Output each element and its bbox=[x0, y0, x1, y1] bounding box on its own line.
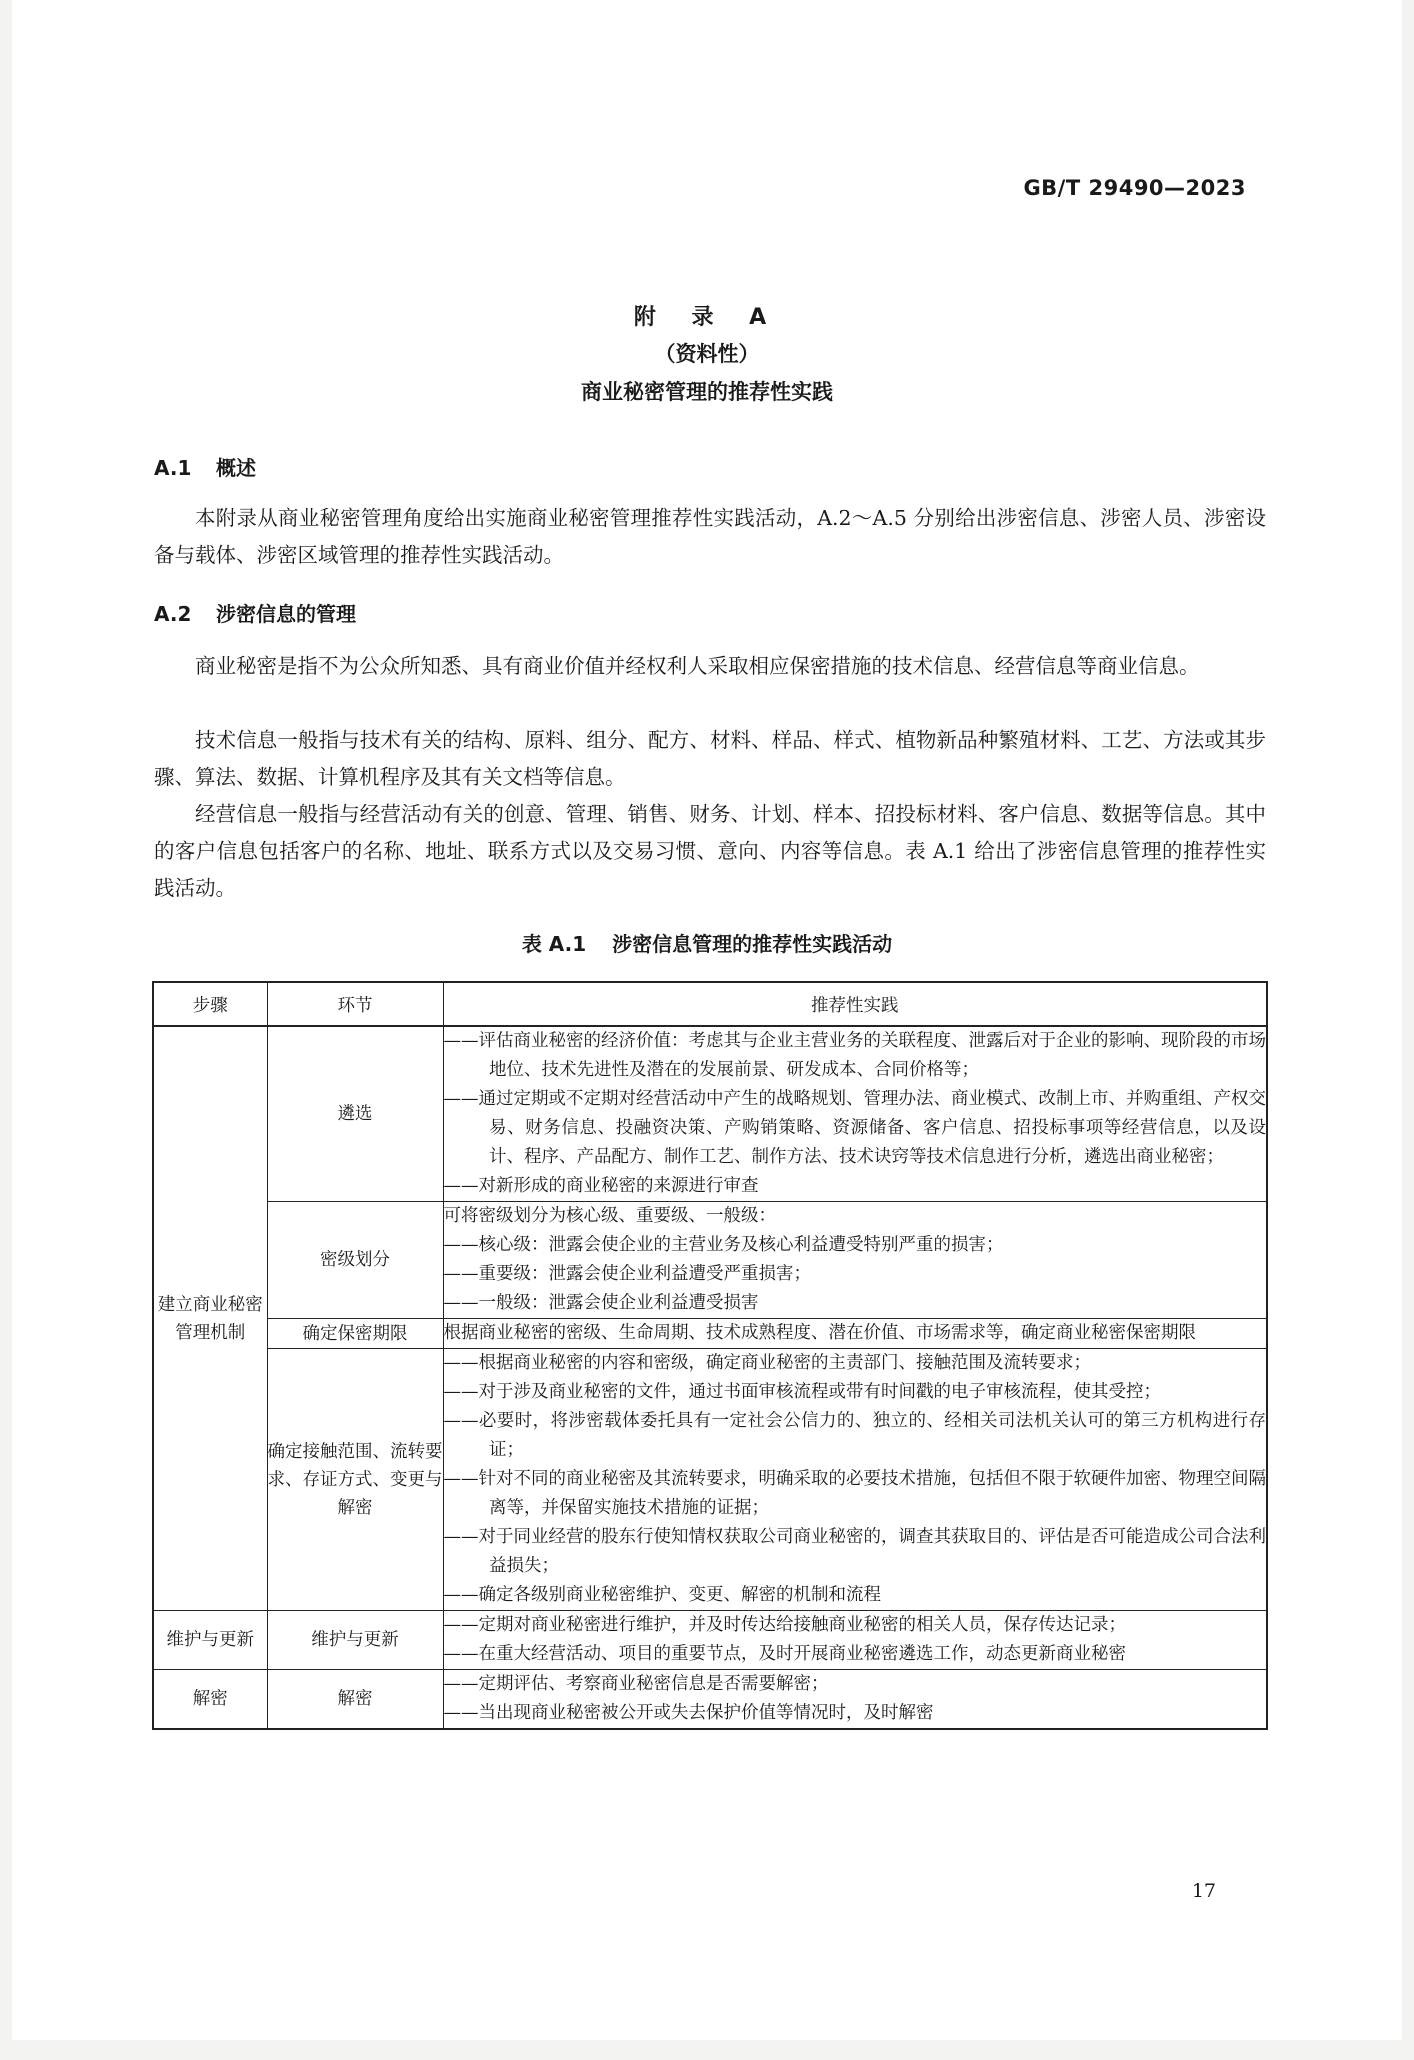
practice-item: ——当出现商业秘密被公开或失去保护价值等情况时，及时解密 bbox=[443, 1703, 934, 1723]
practice-item: ——针对不同的商业秘密及其流转要求，明确采取的必要技术措施，包括但不限于软硬件加密、物理空间隔离等，并保留实施技术措施的证据； bbox=[443, 1469, 1266, 1518]
practice-item: ——核心级：泄露会使企业的主营业务及核心利益遭受特别严重的损害； bbox=[443, 1235, 1004, 1255]
section-number: A.1 bbox=[154, 456, 192, 480]
table-row bbox=[153, 1202, 1267, 1319]
table-title: 涉密信息管理的推荐性实践活动 bbox=[612, 932, 893, 956]
section-title: 概述 bbox=[216, 456, 256, 480]
practice-item: ——对于涉及商业秘密的文件，通过书面审核流程或带有时间戳的电子审核流程，使其受控； bbox=[443, 1382, 1161, 1402]
column-header: 环节 bbox=[267, 982, 443, 1026]
stage-cell: 密级划分 bbox=[267, 1202, 443, 1319]
practice-cell bbox=[443, 1349, 1267, 1611]
annex-number: 附 录 A bbox=[633, 305, 781, 330]
practice-item: ——在重大经营活动、项目的重要节点，及时开展商业秘密遴选工作，动态更新商业秘密 bbox=[443, 1644, 1126, 1664]
practice-item: ——定期对商业秘密进行维护，并及时传达给接触商业秘密的相关人员，保存传达记录； bbox=[443, 1615, 1126, 1635]
stage-cell: 遴选 bbox=[267, 1026, 443, 1202]
practice-item: ——通过定期或不定期对经营活动中产生的战略规划、管理办法、商业模式、改制上市、并购重组、产权交易、财务信息、投融资决策、产购销策略、资源储备、客户信息、招投标事项等经营信息，以及设计、程序、产品配方、制作工艺、制作方法、技术诀窍等技术信息进行分析，遴选出商业秘密； bbox=[443, 1089, 1266, 1167]
practice-cell bbox=[443, 1611, 1267, 1670]
practice-cell bbox=[443, 1202, 1267, 1319]
practice-item: ——重要级：泄露会使企业利益遭受严重损害； bbox=[443, 1264, 811, 1284]
section-heading-a2 bbox=[154, 598, 356, 627]
step-cell: 建立商业秘密管理机制 bbox=[153, 1026, 267, 1611]
table-row bbox=[153, 1349, 1267, 1611]
stage-cell: 确定保密期限 bbox=[267, 1319, 443, 1349]
practice-item: ——评估商业秘密的经济价值：考虑其与企业主营业务的关联程度、泄露后对于企业的影响、现阶段的市场地位、技术先进性及潜在的发展前景、研发成本、合同价格等； bbox=[443, 1031, 1266, 1080]
column-header: 步骤 bbox=[153, 982, 267, 1026]
table-row bbox=[153, 1611, 1267, 1670]
table-caption bbox=[12, 928, 1402, 957]
practice-lead: 根据商业秘密的密级、生命周期、技术成熟程度、潜在价值、市场需求等，确定商业秘密保密期限 bbox=[443, 1323, 1196, 1343]
annex-type: （资料性） bbox=[654, 342, 760, 366]
column-header: 推荐性实践 bbox=[443, 982, 1267, 1026]
table-row bbox=[153, 1670, 1267, 1730]
practice-item: ——确定各级别商业秘密维护、变更、解密的机制和流程 bbox=[443, 1585, 881, 1605]
step-cell: 解密 bbox=[153, 1670, 267, 1730]
practice-item: ——对新形成的商业秘密的来源进行审查 bbox=[443, 1176, 759, 1196]
practice-table bbox=[152, 981, 1268, 1730]
practice-cell bbox=[443, 1670, 1267, 1730]
practice-item: ——根据商业秘密的内容和密级，确定商业秘密的主责部门、接触范围及流转要求； bbox=[443, 1353, 1091, 1373]
table-row bbox=[153, 1319, 1267, 1349]
table-number: 表 A.1 bbox=[521, 932, 587, 956]
practice-item: ——必要时，将涉密载体委托具有一定社会公信力的、独立的、经相关司法机关认可的第三方机构进行存证； bbox=[443, 1411, 1266, 1460]
table-row bbox=[153, 1026, 1267, 1202]
section-heading-a1 bbox=[154, 452, 256, 481]
stage-cell: 解密 bbox=[267, 1670, 443, 1730]
paragraph: 技术信息一般指与技术有关的结构、原料、组分、配方、材料、样品、样式、植物新品种繁殖材料、工艺、方法或其步骤、算法、数据、计算机程序及其有关文档等信息。 bbox=[154, 728, 1266, 789]
practice-cell bbox=[443, 1319, 1267, 1349]
step-cell: 维护与更新 bbox=[153, 1611, 267, 1670]
document-page bbox=[12, 0, 1402, 2040]
section-title: 涉密信息的管理 bbox=[216, 602, 356, 626]
stage-cell: 确定接触范围、流转要求、存证方式、变更与解密 bbox=[267, 1349, 443, 1611]
practice-cell bbox=[443, 1026, 1267, 1202]
stage-cell: 维护与更新 bbox=[267, 1611, 443, 1670]
section-number: A.2 bbox=[154, 602, 192, 626]
paragraph: 商业秘密是指不为公众所知悉、具有商业价值并经权利人采取相应保密措施的技术信息、经营信息等商业信息。 bbox=[195, 654, 1200, 678]
table-header-row bbox=[153, 982, 1267, 1026]
paragraph: 本附录从商业秘密管理角度给出实施商业秘密管理推荐性实践活动，A.2～A.5 分别给出涉密信息、涉密人员、涉密设备与载体、涉密区域管理的推荐性实践活动。 bbox=[154, 506, 1266, 567]
practice-item: ——一般级：泄露会使企业利益遭受损害 bbox=[443, 1293, 759, 1313]
annex-title: 商业秘密管理的推荐性实践 bbox=[581, 380, 833, 404]
page-number: 17 bbox=[1191, 1880, 1216, 1902]
practice-lead: 可将密级划分为核心级、重要级、一般级： bbox=[443, 1206, 776, 1226]
standard-code: GB/T 29490—2023 bbox=[1023, 176, 1246, 200]
paragraph: 经营信息一般指与经营活动有关的创意、管理、销售、财务、计划、样本、招投标材料、客户信息、数据等信息。其中的客户信息包括客户的名称、地址、联系方式以及交易习惯、意向、内容等信息。表 A.1 给出了涉密信息管理的推荐性实践活动。 bbox=[154, 802, 1266, 900]
practice-item: ——对于同业经营的股东行使知情权获取公司商业秘密的，调查其获取目的、评估是否可能造成公司合法利益损失； bbox=[443, 1527, 1266, 1576]
practice-item: ——定期评估、考察商业秘密信息是否需要解密； bbox=[443, 1674, 829, 1694]
